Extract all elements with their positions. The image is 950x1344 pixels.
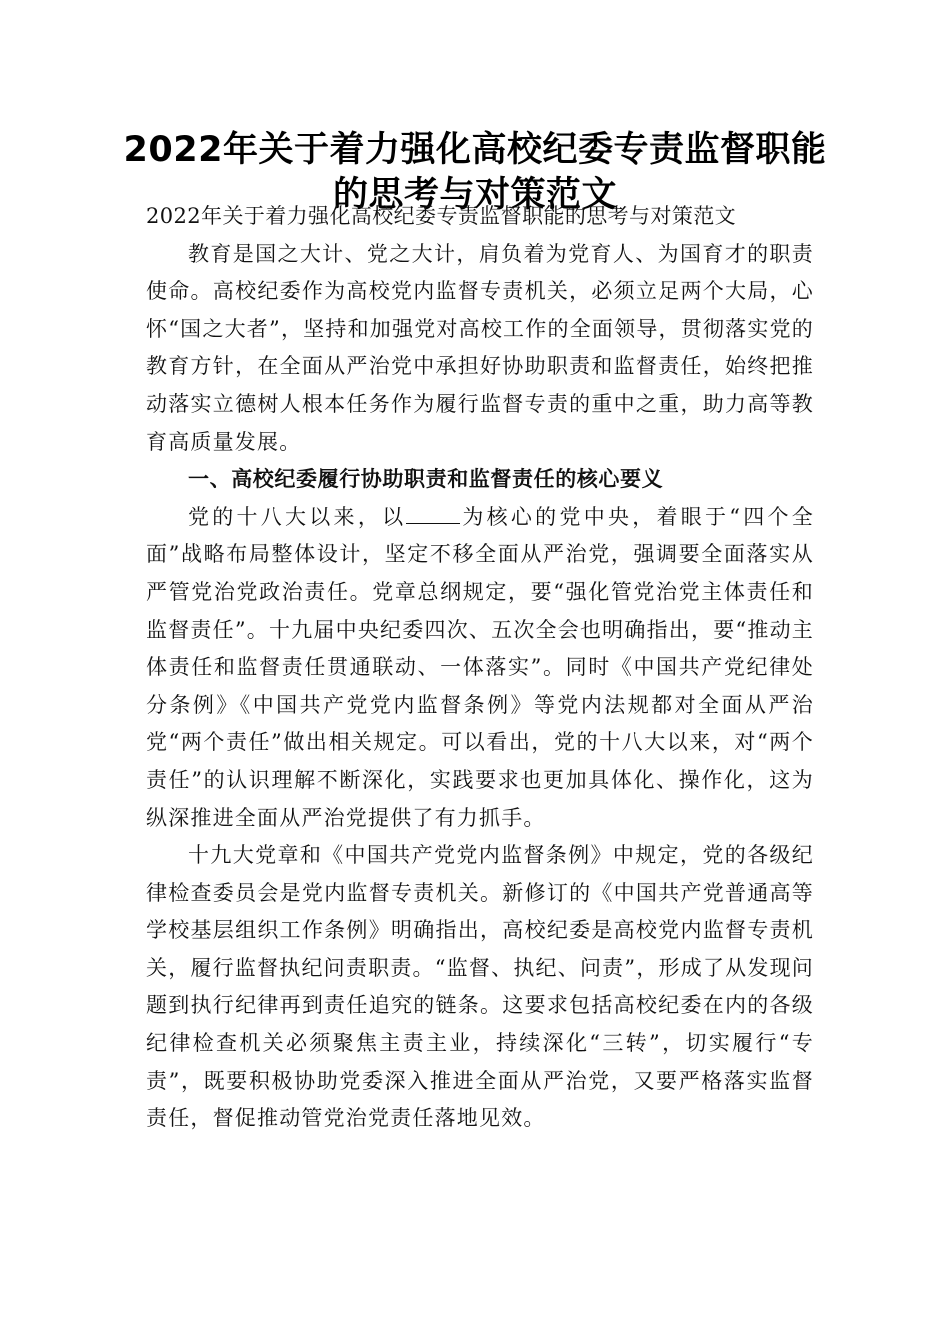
paragraph-supervision-organ: 十九大党章和《中国共产党党内监督条例》中规定，党的各级纪律检查委员会是党内监督专责机关。新修订的《中国共产党普通高等学校基层组织工作条例》明确指出，高校纪委是高校党内监督专责机关，履行监督执纪问责职责。“监督、执纪、问责”，形成了从发现问题到执行纪律再到责任追究的链条。这要求包括高校纪委在内的各级纪律检查机关必须聚焦主责主业，持续深化“三转”，切实履行“专责”，既要积极协助党委深入推进全面从严治党，又要严格落实监督责任，督促推动管党治党责任落地见效。 [146, 843, 814, 1131]
section-heading-1: 一、高校纪委履行协助职责和监督责任的核心要义 [188, 467, 664, 492]
paragraph-text-before-blank: 党的十八大以来，以 [188, 504, 407, 529]
paragraph-text-after-blank: 为核心的党中央，着眼于“四个全面”战略布局整体设计，坚定不移全面从严治党，强调要全面落实从严管党治党政治责任。党章总纲规定，要“强化管党治党主体责任和监督责任”。十九届中央纪委四次、五次全会也明确指出，要“推动主体责任和监督责任贯通联动、一体落实”。同时《中国共产党纪律处分条例》《中国共产党党内监督条例》等党内法规都对全面从严治党“两个责任”做出相关规定。可以看出，党的十八大以来，对“两个责任”的认识理解不断深化，实践要求也更加具体化、操作化，这为纵深推进全面从严治党提供了有力抓手。 [146, 504, 814, 830]
redacted-blank [406, 503, 460, 524]
document-title: 2022年关于着力强化高校纪委专责监督职能的思考与对策范文 [123, 130, 827, 215]
paragraph-intro: 教育是国之大计、党之大计，肩负着为党育人、为国育才的职责使命。高校纪委作为高校党内监督专责机关，必须立足两个大局，心怀“国之大者”，坚持和加强党对高校工作的全面领导，贯彻落实党的教育方针，在全面从严治党中承担好协助职责和监督责任，始终把推动落实立德树人根本任务作为履行监督专责的重中之重，助力高等教育高质量发展。 [146, 241, 814, 454]
document-subtitle: 2022年关于着力强化高校纪委专责监督职能的思考与对策范文 [146, 204, 737, 228]
paragraph-two-responsibilities [146, 499, 814, 837]
document-body [146, 198, 814, 1138]
